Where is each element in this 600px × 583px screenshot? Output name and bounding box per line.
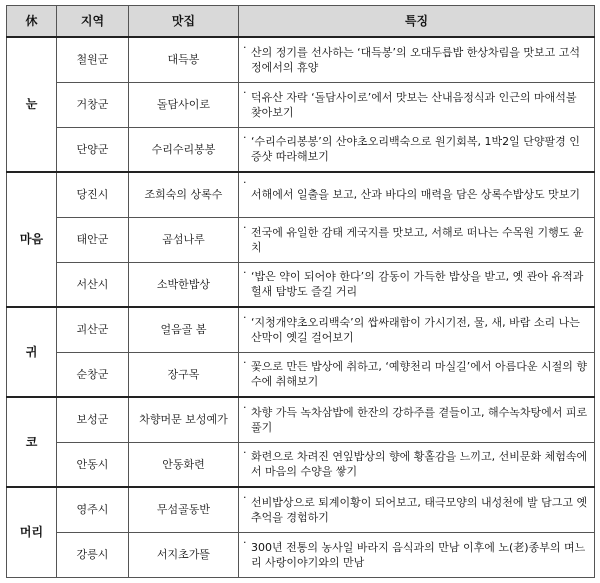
feature-text: 선비밥상으로 퇴계이황이 되어보고, 태극모양의 내성천에 발 담그고 옛 추억을 경험하기 [251,495,588,524]
table-row [7,352,595,397]
region-cell: 보성군 [57,397,129,442]
feature-text: 300년 전통의 농사일 바라지 음식과의 만남 이후에 노(老)종부의 며느리 사랑이야기와의 만남 [251,540,586,569]
restaurant-cell: 조희숙의 상록수 [129,172,239,217]
feature-cell [239,442,595,487]
restaurant-cell: 장구목 [129,352,239,397]
feature-text: 덕유산 자락 ‘돌담사이로’에서 맛보는 산내음정식과 인근의 마애석불 찾아보기 [251,90,577,119]
region-cell: 강릉시 [57,532,129,577]
feature-text: ‘밥은 약이 되어야 한다’의 감동이 가득한 밥상을 받고, 옛 관아 유적과 헐새 탐방도 즐길 거리 [251,270,584,299]
restaurant-cell: 무섬골동반 [129,487,239,532]
bullet-mark: · [243,535,247,549]
region-cell: 태안군 [57,217,129,262]
bullet-mark: · [243,445,247,459]
feature-cell [239,37,595,82]
bullet-mark: · [243,85,247,99]
table-row [7,307,595,352]
region-cell: 서산시 [57,262,129,307]
feature-cell [239,262,595,307]
feature-cell [239,82,595,127]
feature-text: 산의 정기를 선사하는 ‘대득봉’의 오대두릅밥 한상차림을 맛보고 고석정에서의 휴양 [251,45,580,74]
category-cell: 귀 [7,307,57,397]
table-row [7,37,595,82]
bullet-mark: · [243,311,247,324]
table-header-row [7,6,595,38]
table-row [7,172,595,217]
feature-cell [239,172,595,217]
feature-cell [239,487,595,532]
feature-cell [239,127,595,172]
bullet-mark: · [243,401,247,414]
table-row [7,217,595,262]
bullet-mark: · [243,41,247,54]
restaurant-cell: 서지초가뜰 [129,532,239,577]
region-cell: 단양군 [57,127,129,172]
region-cell: 순창군 [57,352,129,397]
header-region: 지역 [57,6,129,38]
feature-cell [239,397,595,442]
restaurant-cell: 곰섬나루 [129,217,239,262]
category-cell: 마음 [7,172,57,307]
bullet-mark: · [243,355,247,369]
region-cell: 당진시 [57,172,129,217]
header-category: 休 [7,6,57,38]
restaurant-cell: 수리수리봉봉 [129,127,239,172]
table-row [7,532,595,577]
restaurant-cell: 안동화련 [129,442,239,487]
feature-text: 전국에 유일한 감태 게국지를 맛보고, 서해로 떠나는 수목원 기행도 윤치 [251,225,584,254]
restaurant-cell: 돌담사이로 [129,82,239,127]
feature-text: 서해에서 일출을 보고, 산과 바다의 매력을 담은 상록수밥상도 맛보기 [251,188,580,202]
feature-text: 화련으로 차려진 연잎밥상의 향에 황홀감을 느끼고, 선비문화 체험속에서 마음의 수양을 쌓기 [251,450,588,479]
category-cell: 머리 [7,487,57,577]
table-row [7,262,595,307]
feature-cell [239,532,595,577]
bullet-mark: · [243,491,247,504]
table-row [7,127,595,172]
feature-text: ‘지청개약초오리백숙’의 쌉싸래함이 가시기전, 물, 새, 바람 소리 나는 산막이 옛길 걸어보기 [251,315,580,344]
region-cell: 거창군 [57,82,129,127]
table-row [7,82,595,127]
table-body [7,37,595,577]
table-row [7,487,595,532]
restaurant-cell: 차향머문 보성예가 [129,397,239,442]
region-cell: 영주시 [57,487,129,532]
feature-text: 꽃으로 만든 밥상에 취하고, ‘예향천리 마실길’에서 아름다운 시절의 향수에 취해보기 [251,360,587,389]
table-row [7,397,595,442]
table-container [6,5,595,578]
region-cell: 안동시 [57,442,129,487]
bullet-mark: · [243,176,247,189]
restaurant-cell: 대득봉 [129,37,239,82]
bullet-mark: · [243,220,247,234]
region-cell: 괴산군 [57,307,129,352]
feature-cell [239,217,595,262]
feature-text: ‘수리수리봉봉’의 산야초오리백숙으로 원기회복, 1박2일 단양팔경 인증샷 따라해보기 [251,135,580,164]
bullet-mark: · [243,265,247,279]
bullet-mark: · [243,130,247,144]
feature-cell [239,352,595,397]
restaurant-table [6,5,595,578]
feature-cell [239,307,595,352]
restaurant-cell: 얼음골 봄 [129,307,239,352]
header-feature: 특징 [239,6,595,38]
restaurant-cell: 소박한밥상 [129,262,239,307]
feature-text: 차향 가득 녹차삼밥에 한잔의 강하주를 곁들이고, 해수녹차탕에서 피로 풀기 [251,405,588,434]
table-row [7,442,595,487]
header-restaurant: 맛집 [129,6,239,38]
region-cell: 철원군 [57,37,129,82]
category-cell: 코 [7,397,57,487]
category-cell: 눈 [7,37,57,172]
